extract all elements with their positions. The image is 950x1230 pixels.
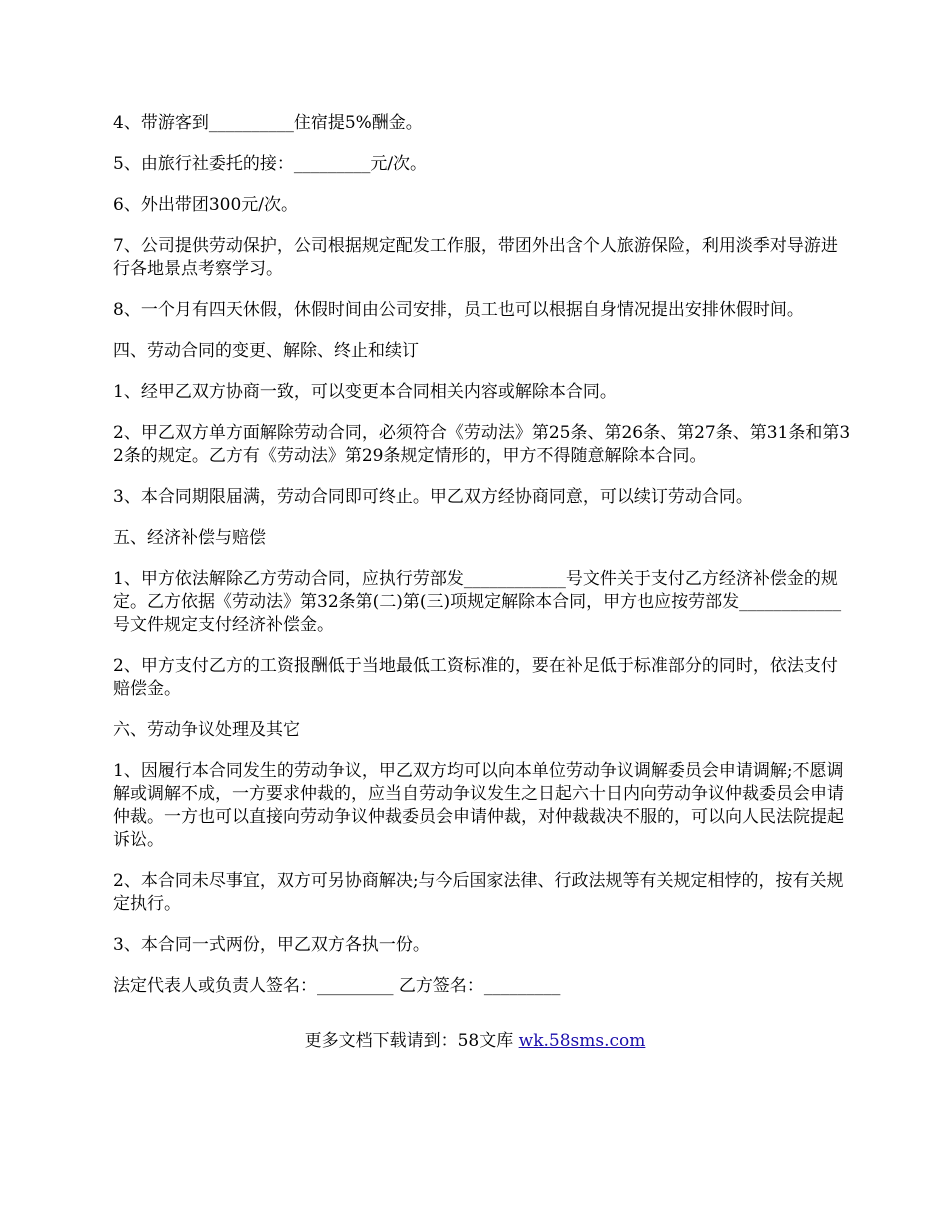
section-heading-4: 四、劳动合同的变更、解除、终止和续订 — [113, 341, 419, 361]
signature-line: 法定代表人或负责人签名：_________ 乙方签名：_________ — [113, 976, 561, 996]
footer-text: 更多文档下载请到：58文库 — [304, 1031, 519, 1051]
paragraph-clause-7: 7、公司提供劳动保护，公司根据规定配发工作服，带团外出含个人旅游保险，利用淡季对导游进行各地景点考察学习。 — [113, 236, 838, 279]
paragraph-section4-item-3: 3、本合同期限届满，劳动合同即可终止。甲乙双方经协商同意，可以续订劳动合同。 — [113, 487, 753, 507]
paragraph-section6-item-2: 2、本合同未尽事宜，双方可另协商解决;与今后国家法律、行政法规等有关规定相悖的，按有关规定执行。 — [113, 871, 844, 914]
paragraph-section4-item-2: 2、甲乙双方单方面解除劳动合同，必须符合《劳动法》第25条、第26条、第27条、第31条和第32条的规定。乙方有《劳动法》第29条规定情形的，甲方不得随意解除本合同。 — [113, 423, 851, 466]
section-heading-6: 六、劳动争议处理及其它 — [113, 720, 300, 740]
paragraph-clause-6: 6、外出带团300元/次。 — [113, 195, 298, 215]
paragraph-clause-5: 5、由旅行社委托的接：_________元/次。 — [113, 154, 428, 174]
paragraph-section5-item-2: 2、甲方支付乙方的工资报酬低于当地最低工资标准的，要在补足低于标准部分的同时，依法支付赔偿金。 — [113, 656, 838, 699]
document-body — [113, 112, 853, 1016]
footer-link[interactable]: wk.58sms.com — [518, 1031, 646, 1051]
footer — [0, 1030, 950, 1053]
section-heading-5: 五、经济补偿与赔偿 — [113, 528, 266, 548]
paragraph-section6-item-3: 3、本合同一式两份，甲乙双方各执一份。 — [113, 935, 430, 955]
paragraph-section6-item-1: 1、因履行本合同发生的劳动争议，甲乙双方均可以向本单位劳动争议调解委员会申请调解;不愿调解或调解不成，一方要求仲裁的，应当自劳动争议发生之日起六十日内向劳动争议仲裁委员会申请仲裁。一方也可以直接向劳动争议仲裁委员会申请仲裁，对仲裁裁决不服的，可以向人民法院提起诉讼。 — [113, 761, 844, 850]
paragraph-clause-4: 4、带游客到__________住宿提5%酬金。 — [113, 113, 423, 133]
paragraph-section4-item-1: 1、经甲乙双方协商一致，可以变更本合同相关内容或解除本合同。 — [113, 382, 617, 402]
paragraph-section5-item-1: 1、甲方依法解除乙方劳动合同，应执行劳部发____________号文件关于支付乙方经济补偿金的规定。乙方依据《劳动法》第32条第(二)第(三)项规定解除本合同，甲方也应按劳部发____________号文件规定支付经济补偿金。 — [113, 569, 842, 635]
paragraph-clause-8: 8、一个月有四天休假，休假时间由公司安排，员工也可以根据自身情况提出安排休假时间。 — [113, 300, 804, 320]
